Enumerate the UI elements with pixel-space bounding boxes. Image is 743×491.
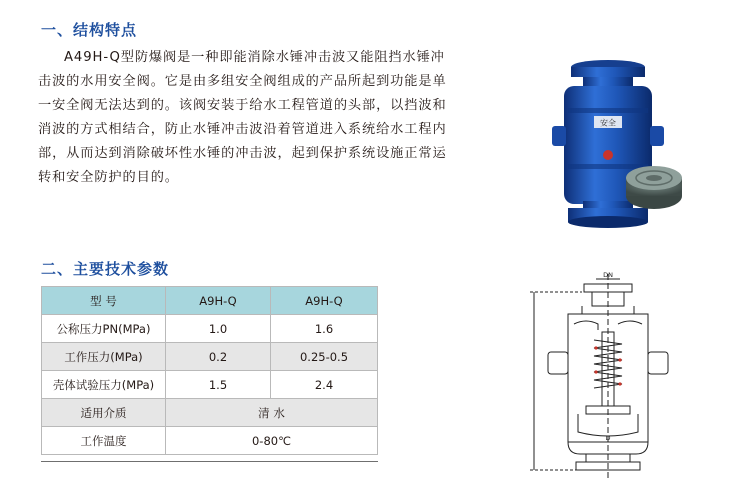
dn-label: DN (603, 272, 613, 279)
table-bottom-rule (41, 461, 378, 462)
row-label: 工作压力(MPa) (42, 343, 166, 371)
row-label: 适用介质 (42, 399, 166, 427)
table-cell: 1.6 (271, 315, 378, 343)
description-line: 转和安全防护的目的。 (38, 170, 179, 185)
description-line: A49H-Q型防爆阀是一种即能消除水锤冲击波又能阻挡水锤冲 (64, 50, 445, 65)
table-row (42, 371, 378, 399)
nameplate-text: 安全 (600, 118, 616, 128)
table-cell: 0.2 (166, 343, 271, 371)
valve-cap-part (626, 166, 682, 209)
table-cell: 清 水 (166, 399, 378, 427)
description-line: 部，从而达到消除破坏性水锤的冲击波，起到保护系统设施正常运 (38, 146, 447, 161)
valve-section-drawing (526, 272, 682, 482)
table-header-row (42, 287, 378, 315)
table-row (42, 315, 378, 343)
table-cell: 1.0 (166, 315, 271, 343)
header-cell-model-1: A9H-Q (166, 287, 271, 315)
side-port-right (648, 352, 668, 374)
table-cell: 0-80℃ (166, 427, 378, 455)
valve-product-photo (548, 56, 698, 231)
spec-table (41, 286, 378, 455)
section-heading-structure: 一、结构特点 (41, 21, 138, 39)
d-label: D (605, 434, 611, 442)
table-cell: 2.4 (271, 371, 378, 399)
logo-badge (603, 150, 613, 160)
description-line: 一安全阀无法达到的。该阀安装于给水工程管道的头部，以挡波和 (38, 98, 447, 113)
table-cell: 1.5 (166, 371, 271, 399)
description-line: 消波的方式相结合，防止水锤冲击波沿着管道进入系统给水工程内 (38, 122, 447, 137)
description-line: 击波的水用安全阀。它是由多组安全阀组成的产品所起到功能是单 (38, 74, 447, 89)
row-label: 工作温度 (42, 427, 166, 455)
row-label: 公称压力PN(MPa) (42, 315, 166, 343)
header-cell-model-2: A9H-Q (271, 287, 378, 315)
structure-description (38, 46, 496, 190)
table-row (42, 399, 378, 427)
table-row (42, 427, 378, 455)
row-label: 壳体试验压力(MPa) (42, 371, 166, 399)
table-row (42, 343, 378, 371)
header-cell-model: 型 号 (42, 287, 166, 315)
side-port-left (548, 352, 568, 374)
section-heading-specs: 二、主要技术参数 (41, 260, 170, 278)
table-cell: 0.25-0.5 (271, 343, 378, 371)
